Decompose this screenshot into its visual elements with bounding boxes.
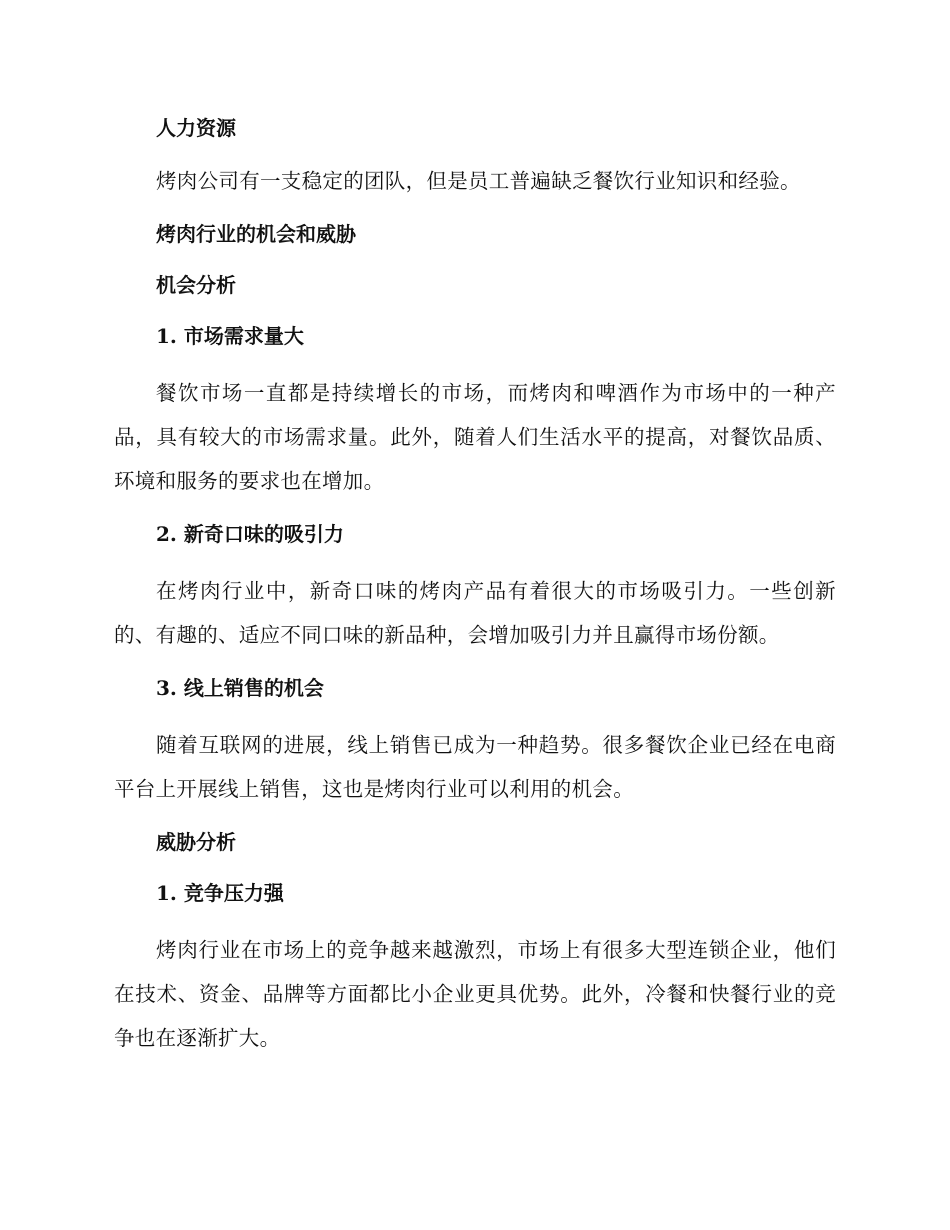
section-heading-hr: 人力资源 [156, 116, 236, 140]
section-heading-threat-analysis: 威胁分析 [156, 830, 236, 854]
paragraph-hr: 烤肉公司有一支稳定的团队，但是员工普遍缺乏餐饮行业知识和经验。 [156, 169, 801, 193]
section-heading-opportunity-analysis: 机会分析 [156, 273, 236, 297]
paragraph-opportunity-3: 随着互联网的进展，线上销售已成为一种趋势。很多餐饮企业已经在电商平台上开展线上销售，这也是烤肉行业可以利用的机会。 [114, 733, 836, 801]
paragraph-opportunity-1: 餐饮市场一直都是持续增长的市场，而烤肉和啤酒作为市场中的一种产品，具有较大的市场需求量。此外，随着人们生活水平的提高，对餐饮品质、环境和服务的要求也在增加。 [114, 381, 836, 493]
document-page [114, 108, 836, 1060]
section-heading-opportunities-threats: 烤肉行业的机会和威胁 [156, 222, 356, 246]
paragraph-threat-1: 烤肉行业在市场上的竞争越来越激烈，市场上有很多大型连锁企业，他们在技术、资金、品牌等方面都比小企业更具优势。此外，冷餐和快餐行业的竞争也在逐渐扩大。 [114, 938, 836, 1050]
subheading-opportunity-3: 3. 线上销售的机会 [156, 676, 324, 700]
subheading-opportunity-1: 1. 市场需求量大 [156, 324, 304, 348]
paragraph-opportunity-2: 在烤肉行业中，新奇口味的烤肉产品有着很大的市场吸引力。一些创新的、有趣的、适应不同口味的新品种，会增加吸引力并且赢得市场份额。 [114, 579, 836, 647]
subheading-opportunity-2: 2. 新奇口味的吸引力 [156, 522, 344, 546]
subheading-threat-1: 1. 竞争压力强 [156, 881, 284, 905]
